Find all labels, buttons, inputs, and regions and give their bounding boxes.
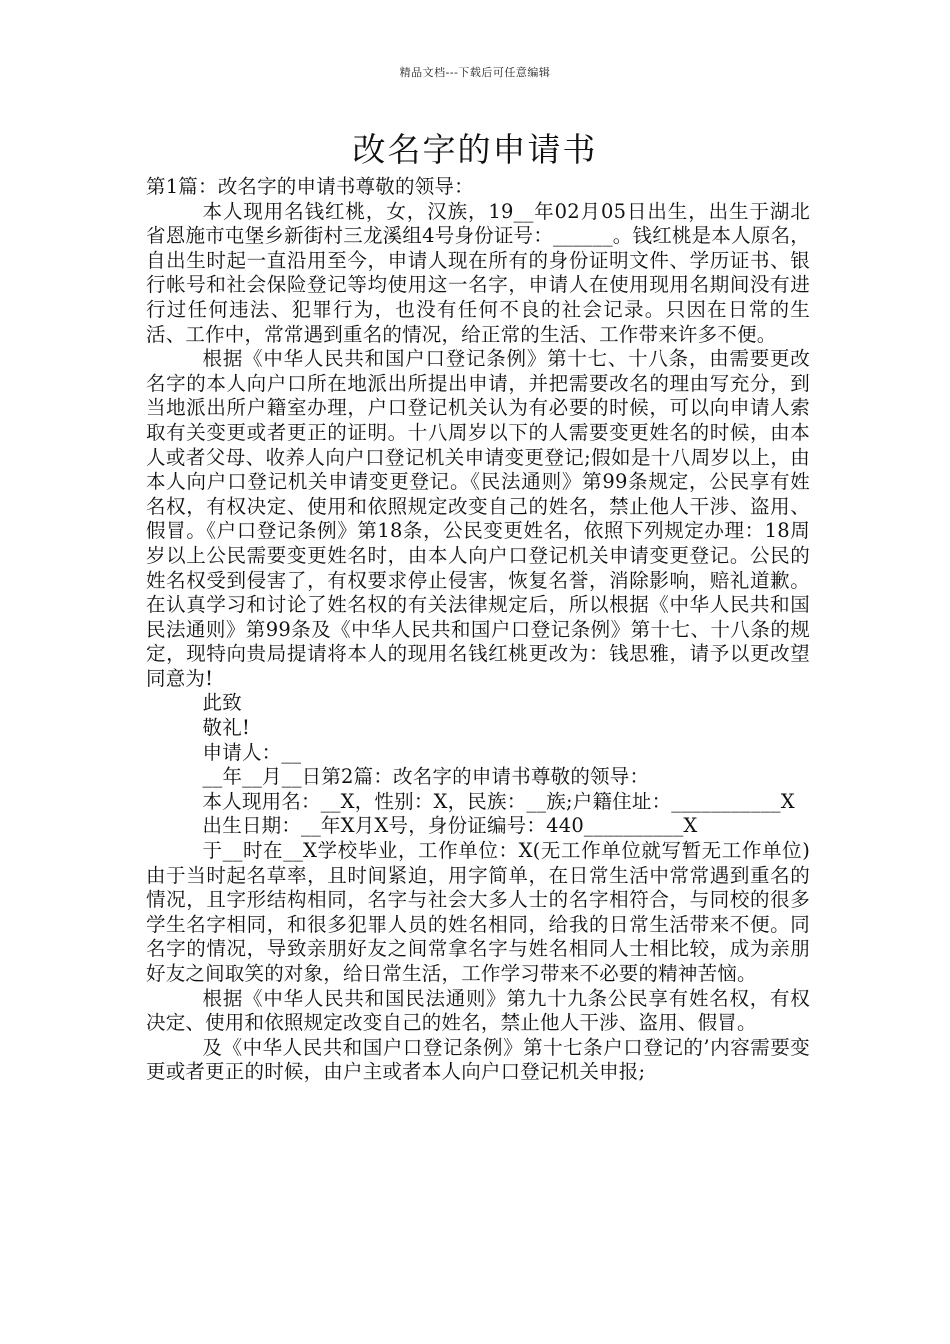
- applicant-line: 申请人：__: [202, 740, 302, 764]
- paragraph-household-regulation: 及《中华人民共和国户口登记条例》第十七条户口登记的’内容需要变更或者更正的时候，由户主或者本人向户口登记机关申报;: [146, 1035, 810, 1084]
- paragraph-part1-salutation: 第1篇：改名字的申请书尊敬的领导：: [146, 175, 474, 198]
- paragraph-name-info: 本人现用名：__X，性别：X，民族：__族;户籍住址：___________X: [202, 789, 795, 813]
- document-body: [146, 175, 810, 1085]
- paragraph-birth-info: 出生日期：__年X月X号，身份证编号：440__________X: [202, 814, 698, 838]
- paragraph-civil-law: 根据《中华人民共和国民法通则》第九十九条公民享有姓名权，有权决定、使用和依照规定改变自己的姓名，禁止他人干涉、盗用、假冒。: [146, 986, 810, 1035]
- paragraph-personal-info: 本人现用名钱红桃，女，汉族，19__年02月05日出生，出生于湖北省恩施市屯堡乡新街村三龙溪组4号身份证号：______。钱红桃是本人原名，自出生时起一直沿用至今，申请人现在所有的身份证明文件、学历证书、银行帐号和社会保险登记等均使用这一名字，申请人在使用现用名期间没有进行过任何违法、犯罪行为，也没有任何不良的社会记录。只因在日常的生活、工作中，常常遇到重名的情况，给正常的生活、工作带来许多不便。: [146, 199, 810, 346]
- paragraph-legal-basis: 根据《中华人民共和国户口登记条例》第十七、十八条，由需要更改名字的本人向户口所在地派出所提出申请，并把需要改名的理由写充分，到当地派出所户籍室办理，户口登记机关认为有必要的时候，可以向申请人索取有关变更或者更正的证明。十八周岁以下的人需要变更姓名的时候，由本人或者父母、收养人向户口登记机关申请变更登记;假如是十八周岁以上，由本人向户口登记机关申请变更登记。《民法通则》第99条规定，公民享有姓名权，有权决定、使用和依照规定改变自己的姓名，禁止他人干涉、盗用、假冒。《户口登记条例》第18条，公民变更姓名，依照下列规定办理：18周岁以上公民需要变更姓名时，由本人向户口登记机关申请变更登记。公民的姓名权受到侵害了，有权要求停止侵害，恢复名誉，消除影响，赔礼道歉。在认真学习和讨论了姓名权的有关法律规定后，所以根据《中华人民共和国民法通则》第99条及《中华人民共和国户口登记条例》第十七、十八条的规定，现特向贵局提请将本人的现用名钱红桃更改为：钱思雅，请予以更改望同意为!: [146, 347, 810, 690]
- date-part2-salutation: __年__月__日第2篇：改名字的申请书尊敬的领导：: [202, 765, 650, 789]
- closing-jingli: 敬礼!: [202, 716, 250, 740]
- document-title: 改名字的申请书: [352, 130, 598, 169]
- closing-cizhi: 此致: [202, 691, 242, 715]
- page-header: 精品文档---下载后可任意编辑: [399, 66, 551, 79]
- paragraph-reason: 于__时在__X学校毕业，工作单位：X(无工作单位就写暂无工作单位)由于当时起名草率，且时间紧迫，用字简单，在日常生活中常常遇到重名的情况，且字形结构相同，名字与社会大多人士的名字相符合，与同校的很多学生名字相同，和很多犯罪人员的姓名相同，给我的日常生活带来不便。同名字的情况，导致亲朋好友之间常拿名字与姓名相同人士相比较，成为亲朋好友之间取笑的对象，给日常生活，工作学习带来不必要的精神苦恼。: [146, 839, 810, 985]
